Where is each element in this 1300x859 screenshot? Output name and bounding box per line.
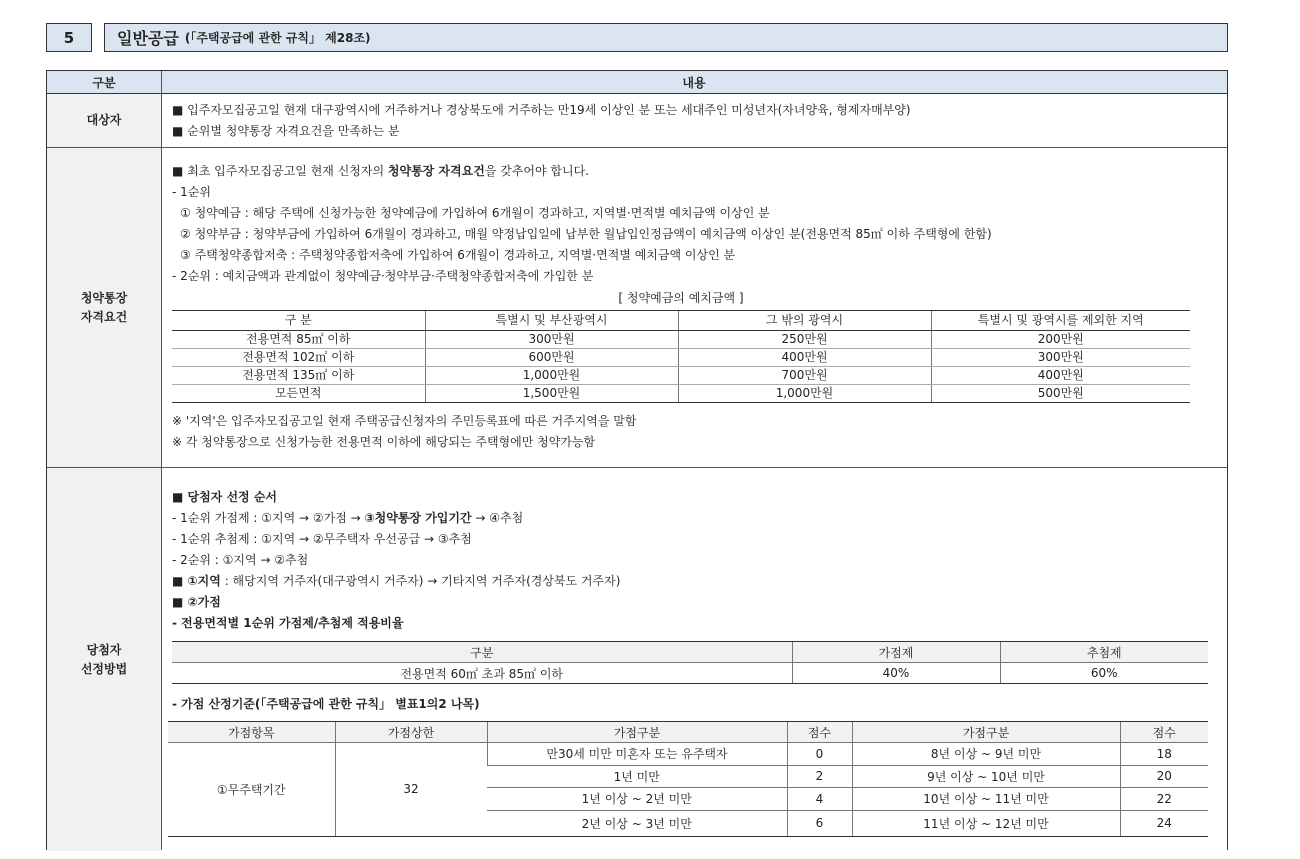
selection-content: [172, 487, 1207, 634]
deposit-header: 특별시 및 부산광역시: [425, 311, 678, 331]
account-intro: ■ 최초 입주자모집공고일 현재 신청자의 청약통장 자격요건을 갖추어야 합니다.: [172, 164, 589, 178]
content-table: [46, 70, 1228, 850]
order-title: ■ 당첨자 선정 순서: [172, 490, 278, 504]
note-line: ※ '지역'은 입주자모집공고일 현재 주택공급신청자의 주민등록표에 따른 거주지역을 말함: [172, 414, 637, 428]
table-row: 전용면적 135㎡ 이하 1,000만원 700만원 400만원: [172, 367, 1190, 385]
deposit-header: 구 분: [172, 311, 425, 331]
ratio-header: 추첨제: [1000, 642, 1208, 663]
points-title: ■ ②가점: [172, 595, 221, 609]
table-row: 1년 미만 2 9년 이상 ~ 10년 미만 20: [168, 765, 1208, 788]
order-line: - 1순위 가점제 : ①지역 → ②가점 → ③청약통장 가입기간 → ④추첨: [172, 511, 524, 525]
header-content: 내용: [161, 71, 1227, 93]
deposit-title: [ 청약예금의 예치금액 ]: [618, 291, 744, 305]
ratio-header: 구분: [172, 642, 792, 663]
deposit-table: [172, 310, 1190, 403]
account-label: 청약통장 자격요건: [47, 148, 161, 467]
rank1-label: - 1순위: [172, 185, 211, 199]
account-item: ③ 주택청약종합저축 : 주택청약종합저축에 가입하여 6개월이 경과하고, 지역별·면적별 예치금액 이상인 분: [180, 248, 736, 262]
criteria-title-box: [172, 694, 1207, 715]
section-subtitle: (「주택공급에 관한 규칙」 제28조): [184, 31, 371, 45]
target-line: ■ 순위별 청약통장 자격요건을 만족하는 분: [172, 124, 400, 138]
row-divider: [47, 147, 1227, 148]
table-row: 모든면적 1,500만원 1,000만원 500만원: [172, 385, 1190, 403]
selection-label: 당첨자 선정방법: [47, 468, 161, 851]
section-title-bar: [104, 23, 1228, 52]
criteria-header: 가점상한: [335, 722, 487, 743]
table-row: 전용면적 102㎡ 이하 600만원 400만원 300만원: [172, 349, 1190, 367]
account-item: ① 청약예금 : 해당 주택에 신청가능한 청약예금에 가입하여 6개월이 경과하고, 지역별·면적별 예치금액 이상인 분: [180, 206, 770, 220]
header-category: 구분: [47, 71, 161, 93]
deposit-header: 특별시 및 광역시를 제외한 지역: [931, 311, 1190, 331]
ratio-title: - 전용면적별 1순위 가점제/추첨제 적용비율: [172, 616, 404, 630]
criteria-header: 점수: [787, 722, 852, 743]
table-row: ①무주택기간 32 만30세 미만 미혼자 또는 유주택자 0 8년 이상 ~ 9년 미만 18: [168, 743, 1208, 766]
criteria-max: 32: [335, 743, 487, 837]
account-content: [172, 161, 1207, 287]
criteria-header: 가점구분: [487, 722, 787, 743]
target-content: [172, 100, 1207, 142]
criteria-header: 가점항목: [168, 722, 335, 743]
ratio-table: [172, 641, 1208, 684]
table-row: 1년 이상 ~ 2년 미만 4 10년 이상 ~ 11년 미만 22: [168, 788, 1208, 811]
table-row: 전용면적 60㎡ 초과 85㎡ 이하 40% 60%: [172, 663, 1208, 684]
section-number: 5: [46, 23, 92, 52]
order-line: - 1순위 추첨제 : ①지역 → ②무주택자 우선공급 → ③추첨: [172, 532, 472, 546]
rank2-line: - 2순위 : 예치금액과 관계없이 청약예금·청약부금·주택청약종합저축에 가입한 분: [172, 269, 594, 283]
criteria-title: - 가점 산정기준(「주택공급에 관한 규칙」 별표1의2 나목): [172, 697, 480, 711]
row-divider: [47, 467, 1227, 468]
account-item: ② 청약부금 : 청약부금에 가입하여 6개월이 경과하고, 매월 약정납입일에 납부한 월납입인정금액이 예치금액 이상인 분(전용면적 85㎡ 이하 주택형에 한함): [180, 227, 992, 241]
ratio-header: 가점제: [792, 642, 1000, 663]
order-line: - 2순위 : ①지역 → ②추첨: [172, 553, 309, 567]
account-notes: [172, 411, 1207, 453]
region-line: ■ ①지역 : 해당지역 거주자(대구광역시 거주자) → 기타지역 거주자(경상북도 거주자): [172, 574, 621, 588]
criteria-header: 점수: [1120, 722, 1208, 743]
deposit-header: 그 밖의 광역시: [678, 311, 931, 331]
target-line: ■ 입주자모집공고일 현재 대구광역시에 거주하거나 경상북도에 거주하는 만19세 이상인 분 또는 세대주인 미성년자(자녀양육, 형제자매부양): [172, 103, 911, 117]
criteria-item: ①무주택기간: [168, 743, 335, 837]
target-label: 대상자: [47, 94, 161, 147]
row-divider: [47, 93, 1227, 94]
table-row: 전용면적 85㎡ 이하 300만원 250만원 200만원: [172, 331, 1190, 349]
criteria-header: 가점구분: [852, 722, 1120, 743]
criteria-table: [168, 721, 1208, 837]
column-divider: [161, 71, 162, 850]
note-line: ※ 각 청약통장으로 신청가능한 전용면적 이하에 해당되는 주택형에만 청약가능함: [172, 435, 596, 449]
table-row: 2년 이상 ~ 3년 미만 6 11년 이상 ~ 12년 미만 24: [168, 810, 1208, 836]
section-title: 일반공급: [117, 29, 179, 48]
